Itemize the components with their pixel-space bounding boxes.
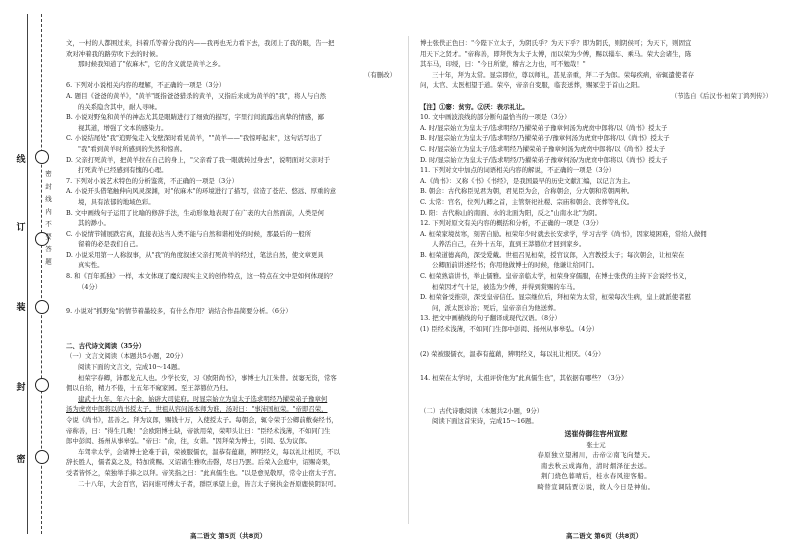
option-line: A. 题目《爸爸的黄羊》，"黄羊"既指爸爸猎杀的黄羊，又指后来成为黄羊的"我"，将人与自然: [66, 91, 327, 100]
poem-line: 春原独立望湘川，击帝②南飞向楚天。: [537, 451, 655, 460]
passage-line: 佣以自给，精力不倦，十五年不窥家园。至王莽篡位乃归。: [66, 384, 233, 393]
instruction: 阅读下面这首宋诗，完成15～16题。: [432, 417, 538, 426]
question-8-score: （4分）: [78, 282, 102, 291]
page-footer: 高二语文 第5页（共8页）: [190, 532, 267, 540]
question-11: 11. 下列对文中加点的词语相关内容的解说，不正确的一项是（3分）: [420, 166, 616, 175]
passage-line: 用天下之贤才。"帝称善，即拜佚为太子太傅，而以荣为少傅，赐以辎车、乘马。荣大会诸生，陈: [420, 49, 692, 58]
subsection-heading: （一）文言文阅读（本题共5小题，20分）: [66, 352, 187, 361]
page-divider: [408, 36, 409, 524]
option-line: 问，派太医诊治；死后，皇帝亲自为他送葬。: [432, 303, 560, 312]
question-7: 7. 下列对小说艺术特色的分析鉴赏，不正确的一项是（3分）: [66, 176, 238, 185]
question-8: 8. 和《百年孤独》一样，本文体现了魔幻现实主义的创作特点，这一特点在文中是如何体现的？: [66, 272, 337, 281]
page-footer: 高二语文 第6页（共8页）: [566, 532, 643, 540]
option-line: A. 桓荣家境贫寒，刻苦自励。桓荣年少时就去长安求学，学习古学《尚书》，因家境困难，常给人做佣: [420, 229, 707, 238]
option-line: 桓荣因才气十足，被选为少傅，并得到赏赐的车马。: [432, 282, 579, 291]
option-line: "我"看到黄羊时所感到的失然和惊喜。: [78, 144, 187, 153]
binding-word: 线: [16, 155, 26, 165]
poem-line: 畸替宣调陆贾②说，故人今日是神仙。: [537, 482, 655, 491]
option-line: D. 阳：古代称山的南面、水的北面为阳，反之"山南水北"为阴。: [420, 208, 601, 217]
option-line: D. 小说采用第一人称叙事，从"我"的角度叙述父亲打死黄羊的经过，笔法自然，使文章更具: [66, 250, 324, 259]
option-line: B. 时/显宗始立为皇太子/选求明经/乃擢荣弟子/豫章何汤为虎贲中郎将/以《尚书》授太子: [420, 134, 670, 143]
text-line: 那时候我知道了"依麻木"，它的含义就是黄羊之乡。: [78, 60, 225, 69]
option-line: 其的渺小。: [78, 219, 110, 228]
passage-line: 郎中彭闳、扬州从事皋弘。"帝曰："俞，往，女谐。"因拜荣为博士，引闳、弘为议郎。: [66, 437, 312, 446]
subsection-heading: （二）古代诗歌阅读（本题共2小题，9分）: [420, 406, 544, 415]
right-page: [420, 38, 772, 493]
option-line: 人养活自己，在外十五年，直到王莽篡位才回到家乡。: [432, 240, 586, 249]
option-line: D. 父亲打死黄羊，把黄羊拉在自己的身上，"父亲看了我一眼就转过身去"，说明面对父亲对于: [66, 155, 331, 164]
option-line: 的关系隐含其中，耐人寻味。: [78, 102, 162, 111]
binding-word: 订: [16, 223, 26, 233]
question-10: 10. 文中画波浪线的部分断句最恰当的一项是（3分）: [420, 113, 571, 122]
binding-word: 密: [16, 455, 26, 465]
option-line: B. 桓荣道德高尚，深受爱戴。世祖召见桓荣，授官议郎，入宫教授太子；每次朝会，让桓荣在: [420, 250, 685, 259]
passage-line: 受者皆怀之，荣独举手捧之以拜。帝笑指之曰："此真儒生也。"以是愈见敬厚，常令止宿太子宫。: [66, 468, 341, 477]
passage-line: 辞长胜人，儒者莫之及，特加赏赐。又诏诸生雅吹击磬，尽日乃罢。后荣入会庭中，诏赐奇果，: [66, 458, 335, 467]
passage-line: 令说《尚书》，甚善之。拜为议郎，赐钱十万，入使授太子。每朝会，辄令荣于公卿前敷奏经书，: [66, 416, 338, 424]
option-line: D. 时/显宗始立为皇太子/选求明经/乃擢荣弟子豫章何汤/为虎贲中郎将以《尚书》授太子: [420, 155, 668, 164]
text-line: 文，一村的人都围过来，抖着爪等着分我的内——我再也无力看下去，我闭上了我的眼，告一把: [66, 39, 335, 47]
binding-circle-marker: [35, 300, 49, 314]
option-line: 境，具有浓郁的地域色彩。: [78, 197, 155, 206]
passage-line: 车驾幸太学，会诸博士论难于前，荣被服儒衣，温恭有蕴藉，辨明经义，每以礼让相厌，不以: [78, 447, 341, 456]
option-line: B. 小说对野兔和黄羊的神态尤其是眼睛进行了细致的描写，字里行间流露出真挚的情感，鄙: [66, 113, 324, 122]
binding-circle-marker: [35, 378, 49, 392]
option-line: A.《尚书》：又称《书》《书经》，是我国最早的历史文献汇编，以记言为主。: [420, 176, 635, 185]
question-13-part-1: (1) 臣经术浅薄，不如同门生郎中彭闳、扬州从事皋弘。（4分）: [420, 325, 599, 334]
passage-line: 问，太官、太医相望于道。荣卒，帝亲自变服，临丧送葬，赐冢茔于首山之阳。: [420, 81, 644, 90]
passage-line-wavy: 汤为虎贲中郎将以尚书授太子。世祖从容问汤本师为谁，汤对曰："事沛国桓荣。"帝即召荣，: [66, 405, 328, 414]
option-line: C. 桓荣熟谙讲书，举止儒雅。皇帝亲临太学，桓荣身穿儒服，在博士张佚的主持下会说经书义，: [420, 272, 691, 281]
passage-line-wavy: 建武十九年，年六十余，始辟大司徒府。时显宗始立为皇太子选求明经乃擢荣弟子豫章何: [78, 394, 328, 403]
annotation-note: 【注】①窭：贫穷。②厌：表示礼让。: [420, 102, 529, 111]
binding-word: 装: [16, 303, 26, 313]
binding-word: 封: [16, 383, 26, 393]
option-line: A. 小说开头借笔触伸向风灵深渊，对"依麻木"的环境进行了描写，营造了苍茫、悠远、厚重的意: [66, 187, 337, 196]
option-line: B. 朝会：古代称臣见君为朝，君见臣为会，合称朝会，分大朝和常朝两种。: [420, 187, 634, 196]
question-6: 6. 下列对小说相关内容的理解，不正确的一项是（3分）: [66, 81, 226, 90]
binding-circle-marker: [35, 450, 49, 464]
option-line: 真实性。: [78, 261, 104, 270]
binding-margin: [0, 0, 58, 551]
passage-line: 三十年，拜为太常。显宗即位，尊以师礼，甚见亲重，拜二子为郎。荣每疾病，帝辄遣使者存: [432, 70, 695, 79]
binding-note: 密 封 线 内 不 要 答 题: [44, 170, 52, 267]
passage-line: 帝称善，曰："得生几晚！"会欧阳博士缺，帝欲用荣，荣叩头让曰："臣经术浅薄，不如同门生: [66, 426, 331, 435]
option-line: C. 太常：官名，位列九卿之首，主管祭祀社稷、宗庙和朝会、丧葬等礼仪。: [420, 197, 634, 206]
poem-line: 南去秋云成海角，清时烟泽征去远。: [540, 461, 652, 470]
poem-line: 荆门烧色暮晴后，桂水春风迎客船。: [540, 472, 652, 481]
option-line: C. 小说结尾处"我"追野兔走入戈壁深时看见黄羊，""黄羊——"我惊呼起来"，这句话写出了: [66, 134, 323, 143]
passage-line: 桓荣字春卿，沛郡龙亢人也。少学长安，习《欧阳尚书》，事博士九江朱普。贫窭无资，常客: [78, 373, 337, 382]
option-line: 留着的必是我们自己。: [78, 240, 142, 249]
question-14: 14. 桓荣在太学时，太祖评价他为"此真儒生也"，其依据有哪些？（3分）: [420, 374, 628, 383]
source-note: （有删改）: [364, 70, 396, 79]
left-page: [66, 38, 396, 489]
option-line: B. 文中画线句子运用了比喻的修辞手法，生动形象地表现了在广袤的大自然面前，人类是何: [66, 208, 324, 217]
question-9: 9. 小说对"抓野兔"的情节着墨较多，有什么作用？请结合作品简要分析。（6分）: [66, 307, 292, 316]
binding-circle-marker: [35, 150, 49, 164]
passage-line: 二十八年，大会百官，诏问谁可傅太子者，群臣承望上意，皆言太子舅执金吾原鹿侯阴识可。: [78, 479, 341, 488]
option-line: 公卿面前讲述经书；你用他做博士的时候，他谦让给同门。: [432, 261, 599, 270]
option-line: A. 时/显宗始立为皇太子/选求明经/乃擢荣弟子豫章何汤为虎贲中郎将/以《尚书》授太子: [420, 123, 668, 132]
option-line: D. 桓荣备受推崇，深受皇帝信任。显宗继位后，拜桓荣为太常，桓荣每次生病，皇上就派使者慰: [420, 293, 691, 302]
option-line: C. 时/显宗始立为皇太子/选求明经乃擢荣弟子豫章何汤为虎贲中郎将/以《尚书》授太子: [420, 144, 666, 153]
instruction: 阅读下面的文言文，完成10～14题。: [78, 363, 184, 372]
option-line: 打死黄羊已经感到有愧的心理。: [78, 166, 168, 175]
option-line: C. 小说情节铺展跌宕真，直接表达当人类不能与自然和谐相处的时候，那最后的一般所: [66, 229, 312, 238]
poem-author: 张士元: [586, 440, 606, 449]
question-13-part-2: (2) 荣被服儒衣，温恭有蕴藉，辨明经义，每以礼让相厌。（4分）: [420, 349, 605, 358]
option-line: 视其道，增强了文本的感染力。: [78, 123, 168, 132]
poem-title: 送崔侍御往容州宣慰: [564, 429, 628, 438]
source-note: （节选自《后汉书·桓荣丁鸿列传》）: [670, 91, 772, 100]
section-heading: 二、古代诗文阅读（35分）: [66, 341, 146, 350]
question-12: 12. 下列对原文有关内容的概括和分析，不正确的一项是（3分）: [420, 219, 603, 228]
binding-solid-line: [27, 14, 28, 534]
text-line: 欢对冲着我的路劳吹下去的时候。: [66, 49, 162, 58]
passage-line: 博士张佚正色曰："今陛下立太子，为阴氏乎？为天下乎？即为阴氏，则阴侯可；为天下，则固宜: [420, 39, 692, 47]
question-13: 13. 把文中画横线的句子翻译成现代汉语。（8分）: [420, 314, 561, 323]
passage-line: 其车马，印绶，曰："今日所蒙，稽古之力也，可不勉哉！": [420, 60, 586, 69]
